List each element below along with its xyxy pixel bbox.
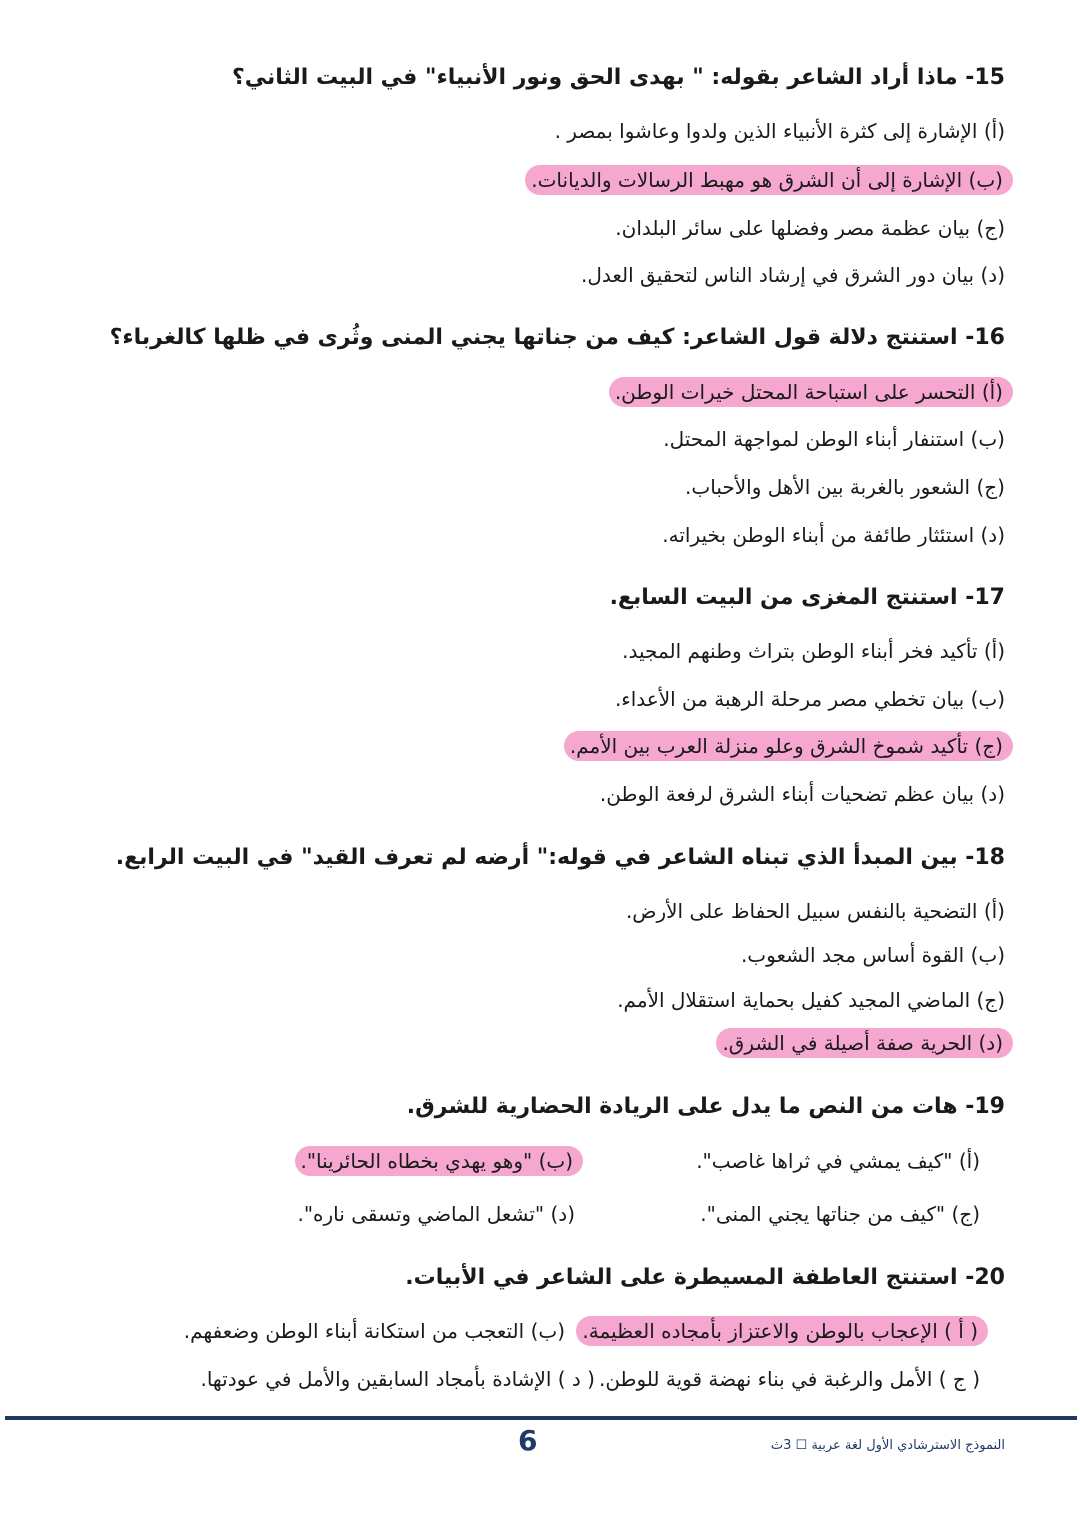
q17-option-b: (ب) بيان تخطي مصر مرحلة الرهبة من الأعداء. bbox=[614, 687, 1005, 711]
footer-title: النموذج الاسترشادي الأول لغة عربية ☐ 3ث bbox=[770, 1438, 1005, 1453]
q15-option-a: (أ) الإشارة إلى كثرة الأنبياء الذين ولدوا وعاشوا بمصر . bbox=[554, 119, 1005, 143]
q15-option-d: (د) بيان دور الشرق في إرشاد الناس لتحقيق العدل. bbox=[581, 263, 1005, 287]
q19-option-c: (ج) "كيف من جناتها يجني المنى". bbox=[700, 1202, 980, 1226]
q15-option-b-highlighted: (ب) الإشارة إلى أن الشرق هو مهبط الرسالات والديانات. bbox=[525, 165, 1013, 195]
q20-option-b: (ب) التعجب من استكانة أبناء الوطن وضعفهم. bbox=[183, 1319, 565, 1343]
q19-option-a: (أ) "كيف يمشي في ثراها غاصب". bbox=[696, 1149, 980, 1173]
q15-option-c: (ج) بيان عظمة مصر وفضلها على سائر البلدان. bbox=[615, 216, 1005, 240]
q18-option-b: (ب) القوة أساس مجد الشعوب. bbox=[740, 943, 1005, 967]
q18-option-c: (ج) الماضي المجيد كفيل بحماية استقلال الأمم. bbox=[617, 988, 1005, 1012]
q17-option-c-highlighted: (ج) تأكيد شموخ الشرق وعلو منزلة العرب بين الأمم. bbox=[564, 731, 1013, 761]
footer-divider bbox=[5, 1416, 1077, 1420]
question-15-title: 15- ماذا أراد الشاعر بقوله: " بهدى الحق ونور الأنبياء" في البيت الثاني؟ bbox=[231, 65, 1005, 90]
question-19-title: 19- هات من النص ما يدل على الريادة الحضارية للشرق. bbox=[406, 1094, 1005, 1119]
q18-option-d-highlighted: (د) الحرية صفة أصيلة في الشرق. bbox=[716, 1028, 1013, 1058]
question-20-title: 20- استنتج العاطفة المسيطرة على الشاعر في الأبيات. bbox=[405, 1265, 1005, 1290]
question-18-title: 18- بين المبدأ الذي تبناه الشاعر في قوله:" أرضه لم تعرف القيد" في البيت الرابع. bbox=[115, 845, 1005, 870]
q17-option-d: (د) بيان عظم تضحيات أبناء الشرق لرفعة الوطن. bbox=[599, 782, 1005, 806]
question-17-title: 17- استنتج المغزى من البيت السابع. bbox=[609, 585, 1005, 610]
q16-option-c: (ج) الشعور بالغربة بين الأهل والأحباب. bbox=[685, 475, 1005, 499]
q16-option-d: (د) استئثار طائفة من أبناء الوطن بخيراته. bbox=[662, 523, 1005, 547]
question-16-title: 16- استنتج دلالة قول الشاعر: كيف من جناتها يجني المنى وثُرى في ظلها كالغرباء؟ bbox=[109, 325, 1005, 350]
page-number: 6 bbox=[518, 1424, 538, 1457]
q20-option-d: ( د ) الإشادة بأمجاد السابقين والأمل في عودتها. bbox=[200, 1367, 595, 1391]
q17-option-a: (أ) تأكيد فخر أبناء الوطن بتراث وطنهم المجيد. bbox=[622, 639, 1005, 663]
q20-option-a-highlighted: ( أ ) الإعجاب بالوطن والاعتزاز بأمجاده العظيمة. bbox=[576, 1316, 988, 1346]
q20-option-c: ( ج ) الأمل والرغبة في بناء نهضة قوية للوطن. bbox=[598, 1367, 980, 1391]
q19-option-d: (د) "تشعل الماضي وتسقى ناره". bbox=[297, 1202, 575, 1226]
q19-option-b-highlighted: (ب) "وهو يهدي بخطاه الحائرينا". bbox=[295, 1146, 584, 1176]
q16-option-a-highlighted: (أ) التحسر على استباحة المحتل خيرات الوطن. bbox=[609, 377, 1013, 407]
q16-option-b: (ب) استنفار أبناء الوطن لمواجهة المحتل. bbox=[663, 427, 1005, 451]
q18-option-a: (أ) التضحية بالنفس سبيل الحفاظ على الأرض. bbox=[625, 899, 1005, 923]
